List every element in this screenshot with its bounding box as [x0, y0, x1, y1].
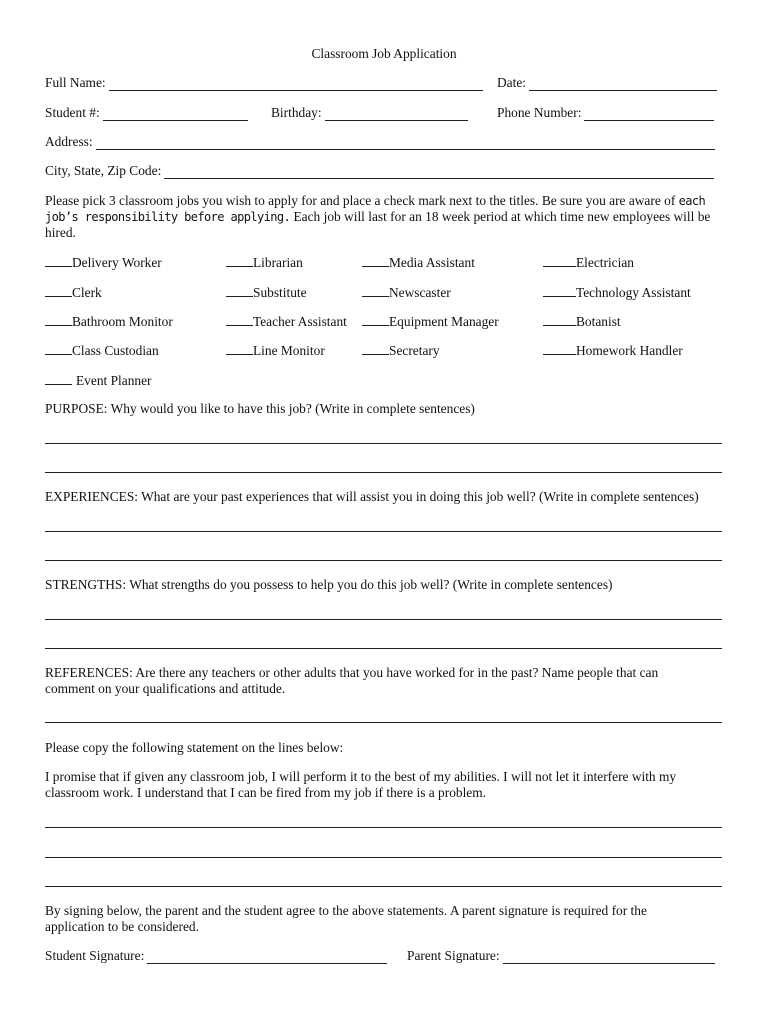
instructions-part1: Please pick 3 classroom jobs you wish to apply for and place a check mark next to the titles. Be sure you are aware of [45, 193, 676, 208]
job-checkbox-line[interactable] [45, 254, 72, 267]
strengths-answer-line[interactable] [45, 648, 722, 649]
job-checkbox-line[interactable] [45, 313, 72, 326]
experiences-answer-line[interactable] [45, 531, 722, 532]
student-signature-label: Student Signature: [45, 948, 145, 963]
job-checkbox-line[interactable] [362, 254, 389, 267]
signing-note: By signing below, the parent and the student agree to the above statements. A parent signature is required for the application to be considered. [45, 903, 647, 934]
phone-label: Phone Number: [497, 105, 582, 120]
job-option [362, 284, 451, 301]
job-option [45, 284, 102, 301]
job-checkbox-line[interactable] [543, 342, 576, 355]
job-checkbox-line[interactable] [226, 254, 253, 267]
job-option [362, 254, 475, 271]
purpose-answer-line[interactable] [45, 472, 722, 473]
student-signature-line[interactable] [147, 951, 387, 964]
job-checkbox-line[interactable] [362, 342, 389, 355]
job-label: Substitute [253, 285, 307, 300]
page-title: Classroom Job Application [311, 46, 457, 61]
job-checkbox-line[interactable] [45, 372, 72, 385]
job-label: Technology Assistant [576, 285, 691, 300]
job-option [543, 342, 683, 359]
references-answer-line[interactable] [45, 722, 722, 723]
job-option [226, 284, 307, 301]
student-signature-field [45, 948, 387, 964]
birthday-line[interactable] [325, 108, 468, 121]
birthday-field [271, 105, 468, 121]
job-option [543, 284, 691, 301]
job-option [45, 313, 173, 330]
job-label: Class Custodian [72, 343, 159, 358]
job-checkbox-line[interactable] [362, 313, 389, 326]
job-checkbox-line[interactable] [45, 342, 72, 355]
date-label: Date: [497, 75, 526, 90]
purpose-question: PURPOSE: Why would you like to have this job? (Write in complete sentences) [45, 401, 475, 416]
strengths-answer-line[interactable] [45, 619, 722, 620]
job-label: Botanist [576, 314, 621, 329]
student-number-line[interactable] [103, 108, 248, 121]
job-option [45, 254, 162, 271]
instructions-part3: Each job will last for an 18 week period at which time new employees will be hired. [45, 209, 711, 240]
job-instructions [45, 193, 725, 241]
strengths-question: STRENGTHS: What strengths do you possess to help you do this job well? (Write in complete sentences) [45, 577, 613, 592]
copy-instruction: Please copy the following statement on the lines below: [45, 740, 344, 755]
purpose-answer-line[interactable] [45, 443, 722, 444]
experiences-answer-line[interactable] [45, 560, 722, 561]
job-checkbox-line[interactable] [226, 284, 253, 297]
date-line[interactable] [529, 78, 717, 91]
references-question: REFERENCES: Are there any teachers or other adults that you have worked for in the past? Name people that can comment on your qualifications and attitude. [45, 665, 659, 696]
full-name-label: Full Name: [45, 75, 106, 90]
job-checkbox-line[interactable] [543, 313, 576, 326]
job-label: Bathroom Monitor [72, 314, 173, 329]
address-field [45, 134, 715, 150]
job-label: Event Planner [76, 373, 152, 388]
city-state-zip-field [45, 163, 714, 179]
job-option [45, 342, 159, 359]
birthday-label: Birthday: [271, 105, 322, 120]
parent-signature-line[interactable] [503, 951, 715, 964]
full-name-line[interactable] [109, 78, 483, 91]
job-checkbox-line[interactable] [226, 342, 253, 355]
experiences-question: EXPERIENCES: What are your past experiences that will assist you in doing this job well? (Write in complete sentences) [45, 489, 699, 504]
job-label: Delivery Worker [72, 255, 162, 270]
phone-field [497, 105, 714, 121]
job-option [226, 254, 303, 271]
job-label: Teacher Assistant [253, 314, 347, 329]
job-label: Electrician [576, 255, 634, 270]
job-label: Clerk [72, 285, 102, 300]
student-number-field [45, 105, 248, 121]
job-option [362, 313, 499, 330]
job-option [226, 313, 347, 330]
parent-signature-label: Parent Signature: [407, 948, 500, 963]
address-label: Address: [45, 134, 93, 149]
student-number-label: Student #: [45, 105, 100, 120]
phone-line[interactable] [584, 108, 714, 121]
job-label: Equipment Manager [389, 314, 499, 329]
address-line[interactable] [96, 137, 715, 150]
job-option [543, 254, 634, 271]
job-checkbox-line[interactable] [543, 254, 576, 267]
job-label: Homework Handler [576, 343, 683, 358]
job-option [362, 342, 440, 359]
job-label: Line Monitor [253, 343, 325, 358]
job-checkbox-line[interactable] [543, 284, 576, 297]
promise-copy-line[interactable] [45, 857, 722, 858]
job-label: Secretary [389, 343, 440, 358]
job-label: Librarian [253, 255, 303, 270]
job-checkbox-line[interactable] [45, 284, 72, 297]
date-field [497, 75, 717, 91]
job-label: Media Assistant [389, 255, 475, 270]
job-label: Newscaster [389, 285, 451, 300]
instructions-part2: each job’s responsibility before applying. [45, 194, 706, 224]
job-option [226, 342, 325, 359]
job-option [543, 313, 621, 330]
promise-statement: I promise that if given any classroom job, I will perform it to the best of my abilities. I will not let it interfere with my classroom work. I understand that I can be fired from my job if there is a problem. [45, 769, 677, 800]
parent-signature-field [407, 948, 715, 964]
job-checkbox-line[interactable] [226, 313, 253, 326]
promise-copy-line[interactable] [45, 827, 722, 828]
city-state-zip-line[interactable] [164, 166, 714, 179]
full-name-field [45, 75, 483, 91]
job-checkbox-line[interactable] [362, 284, 389, 297]
promise-copy-line[interactable] [45, 886, 722, 887]
job-option [45, 372, 152, 389]
city-state-zip-label: City, State, Zip Code: [45, 163, 162, 178]
